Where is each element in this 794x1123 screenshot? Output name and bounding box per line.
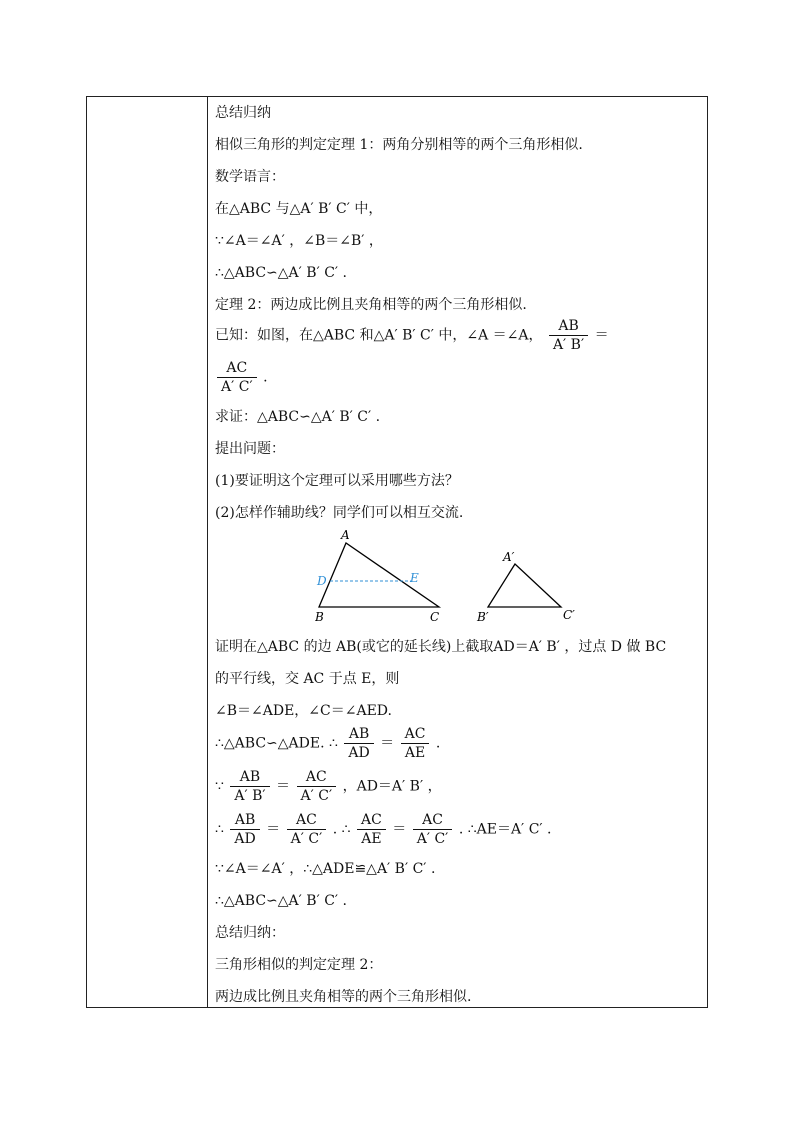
fraction-denominator: AE bbox=[357, 829, 386, 848]
fraction-ab-over-a1b1 bbox=[549, 317, 588, 354]
summary-line-1: 三角形相似的判定定理 2： bbox=[215, 957, 383, 973]
column-divider bbox=[207, 97, 208, 1007]
theorem-1: 相似三角形的判定定理 1：两角分别相等的两个三角形相似. bbox=[215, 137, 583, 153]
fraction-numerator: AC bbox=[226, 360, 248, 376]
label-d: D bbox=[317, 574, 327, 588]
fraction-denominator: A′ C′ bbox=[287, 829, 327, 848]
question-2: (2)怎样作辅助线？同学们可以相互交流. bbox=[215, 505, 464, 521]
fraction-denominator: AE bbox=[401, 743, 430, 762]
fraction-denominator: AD bbox=[344, 743, 373, 762]
fraction-numerator: AB bbox=[239, 769, 261, 785]
theorem-2: 定理 2：两边成比例且夹角相等的两个三角形相似. bbox=[215, 297, 527, 313]
fraction-numerator: AB bbox=[348, 726, 370, 742]
period: . bbox=[263, 369, 268, 386]
period: . bbox=[435, 735, 441, 752]
equals-sign: ＝ bbox=[266, 821, 281, 838]
math-line-1: 在△ABC 与△A′ B′ C′ 中， bbox=[215, 201, 383, 217]
label-a-prime: A′ bbox=[503, 550, 515, 564]
proof-line-4 bbox=[215, 725, 440, 762]
triangle-a1b1c1 bbox=[488, 564, 561, 607]
summary-line-2: 两边成比例且夹角相等的两个三角形相似. bbox=[215, 989, 472, 1005]
question-heading: 提出问题： bbox=[215, 441, 285, 457]
fraction-denominator: A′ B′ bbox=[230, 786, 269, 805]
proof-text: . ∴AE＝A′ C′ . bbox=[458, 821, 552, 838]
proof-text: . ∴ bbox=[332, 821, 351, 838]
triangle-figure bbox=[315, 529, 635, 629]
fraction-ab-over-a1b1 bbox=[230, 768, 269, 805]
fraction-denominator: AD bbox=[230, 829, 259, 848]
fraction-ac-over-a1c1 bbox=[413, 811, 453, 848]
fraction-numerator: AC bbox=[404, 726, 426, 742]
fraction-ac-over-a1c1 bbox=[287, 811, 327, 848]
fraction-ac-over-a1c1 bbox=[217, 359, 257, 396]
fraction-denominator: A′ C′ bbox=[217, 377, 257, 396]
proof-text: ∴△ABC∽△ADE. ∴ bbox=[215, 735, 338, 752]
label-b-prime: B′ bbox=[477, 610, 489, 624]
summary-heading: 总结归纳： bbox=[215, 925, 285, 941]
prove-line: 求证：△ABC∽△A′ B′ C′ . bbox=[215, 409, 381, 425]
label-a: A bbox=[341, 529, 350, 542]
fraction-denominator: A′ B′ bbox=[549, 335, 588, 354]
label-b: B bbox=[315, 610, 324, 624]
label-c: C bbox=[430, 610, 440, 624]
label-c-prime: C′ bbox=[563, 608, 575, 622]
proof-line-8: ∴△ABC∽△A′ B′ C′ . bbox=[215, 893, 347, 909]
fraction-numerator: AC bbox=[296, 812, 317, 828]
proof-line-5 bbox=[215, 768, 442, 805]
given-line-cont bbox=[215, 359, 268, 396]
proof-line-6 bbox=[215, 811, 551, 848]
proof-line-2: 的平行线，交 AC 于点 E，则 bbox=[215, 671, 400, 687]
math-line-3: ∴△ABC∽△A′ B′ C′ . bbox=[215, 265, 347, 281]
fraction-numerator: AB bbox=[234, 812, 256, 828]
equals-sign: ＝ bbox=[380, 735, 395, 752]
fraction-ab-over-ad bbox=[230, 811, 259, 848]
given-line bbox=[215, 317, 609, 354]
fraction-ab-over-ad bbox=[344, 725, 373, 762]
equals-sign: ＝ bbox=[392, 821, 407, 838]
therefore-symbol: ∴ bbox=[215, 821, 224, 838]
label-e: E bbox=[410, 571, 419, 585]
math-language-label: 数学语言： bbox=[215, 169, 285, 185]
fraction-numerator: AC bbox=[360, 812, 382, 828]
equals-sign: ＝ bbox=[594, 327, 609, 344]
proof-line-7: ∵∠A＝∠A′ ，∴△ADE≌△A′ B′ C′ . bbox=[215, 861, 436, 877]
fraction-ac-over-ae bbox=[401, 725, 430, 762]
fraction-ac-over-ae bbox=[357, 811, 386, 848]
proof-line-3: ∠B＝∠ADE，∠C＝∠AED. bbox=[215, 703, 392, 719]
fraction-denominator: A′ C′ bbox=[297, 786, 337, 805]
content-cell bbox=[215, 97, 699, 1007]
question-1: (1)要证明这个定理可以采用哪些方法？ bbox=[215, 473, 459, 489]
proof-text: ，AD＝A′ B′ ， bbox=[342, 778, 442, 795]
fraction-ac-over-a1c1 bbox=[297, 768, 337, 805]
triangle-abc bbox=[319, 543, 439, 607]
heading-summary: 总结归纳 bbox=[215, 105, 271, 121]
fraction-numerator: AC bbox=[305, 769, 327, 785]
content-table bbox=[86, 96, 708, 1008]
fraction-numerator: AC bbox=[422, 812, 443, 828]
equals-sign: ＝ bbox=[276, 778, 291, 795]
because-symbol: ∵ bbox=[215, 778, 224, 795]
left-cell bbox=[87, 97, 207, 1007]
math-line-2: ∵∠A＝∠A′ ，∠B＝∠B′ ， bbox=[215, 233, 383, 249]
fraction-denominator: A′ C′ bbox=[413, 829, 453, 848]
proof-line-1: 证明在△ABC 的边 AB(或它的延长线)上截取AD＝A′ B′ ，过点 D 做 BC bbox=[215, 639, 667, 655]
fraction-numerator: AB bbox=[558, 318, 579, 334]
given-text: 已知：如图，在△ABC 和△A′ B′ C′ 中，∠A ＝∠A， bbox=[215, 327, 543, 344]
